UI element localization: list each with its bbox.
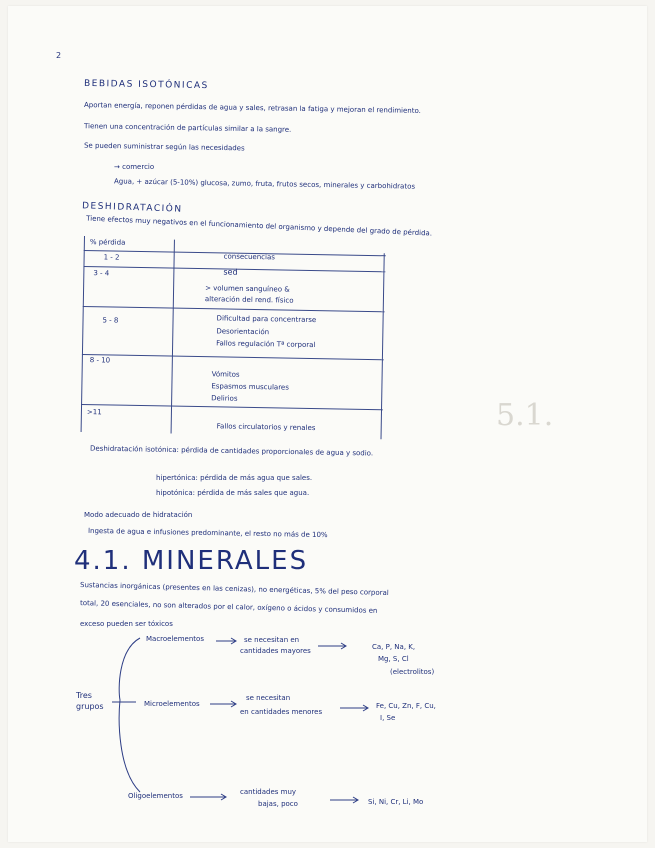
group-name: Oligoelementos	[128, 792, 183, 800]
group-desc: se necesitan en	[244, 636, 300, 644]
table-row-effect: Dificultad para concentrarse	[216, 314, 317, 325]
minerales-line-2: total, 20 esenciales, no son alterados por el calor, oxígeno o ácidos y consumidos en	[79, 599, 378, 615]
def-hipertonica: hipertónica: pérdida de más agua que sales.	[156, 474, 313, 482]
arrow-icon	[340, 705, 368, 711]
modo-title: Modo adecuado de hidratación	[84, 511, 193, 519]
bebidas-line-5: Agua, + azúcar (5-10%) glucosa, zumo, fruta, frutos secos, minerales y carbohidratos	[113, 177, 416, 191]
group-desc: en cantidades menores	[240, 708, 323, 716]
group-name: Macroelementos	[146, 635, 204, 643]
arrow-icon	[210, 701, 236, 707]
section-title-bebidas: BEBIDAS ISOTÓNICAS	[83, 78, 209, 92]
group-examples: Mg, S, Cl	[378, 655, 409, 663]
group-desc: cantidades muy	[240, 788, 297, 796]
groups-label: Tres grupos	[76, 691, 104, 711]
def-hipotonica: hipotónica: pérdida de más sales que agua.	[156, 489, 310, 497]
bebidas-line-2: Tienen una concentración de partículas similar a la sangre.	[83, 122, 292, 134]
group-examples: Ca, P, Na, K,	[372, 643, 416, 651]
minerales-line-3: exceso pueden ser tóxicos	[80, 620, 173, 628]
bebidas-line-4: → comercio	[114, 163, 155, 171]
table-row-effect: Espasmos musculares	[211, 382, 289, 392]
table-header-effects: consecuencias	[223, 252, 276, 262]
group-examples: (electrolitos)	[390, 668, 435, 676]
group-name: Microelementos	[144, 700, 200, 708]
bebidas-line-3: Se pueden suministrar según las necesidades	[83, 141, 245, 153]
group-desc: se necesitan	[246, 694, 291, 702]
table-row-effect: Fallos regulación Tª corporal	[216, 339, 316, 350]
section-title-deshidratacion: DESHIDRATACIÓN	[81, 201, 183, 215]
arrow-icon	[318, 643, 346, 649]
def-isotonica: Deshidratación isotónica: pérdida de cantidades proporcionales de agua y sodio.	[89, 444, 374, 458]
bebidas-line-1: Aportan energía, reponen pérdidas de agua y sales, retrasan la fatiga y mejoran el rendimiento.	[83, 101, 421, 115]
arrow-icon	[330, 797, 358, 803]
group-examples: I, Se	[380, 714, 396, 722]
table-row-effect: Vómitos	[211, 370, 240, 379]
minerales-line-1: Sustancias inorgánicas (presentes en las cenizas), no energéticas, 5% del peso corporal	[79, 580, 389, 598]
table-row-range: 8 - 10	[89, 356, 111, 365]
page-number: 2	[56, 51, 62, 60]
table-header-range: % pérdida	[89, 238, 126, 247]
group-examples: Fe, Cu, Zn, F, Cu,	[376, 702, 436, 710]
arrow-icon	[190, 794, 226, 800]
group-examples: Si, Ni, Cr, Li, Mo	[368, 798, 424, 806]
table-row-range: >11	[86, 408, 102, 417]
brace	[119, 638, 140, 792]
deshidratacion-intro: Tiene efectos muy negativos en el funcionamiento del organismo y depende del grado de pérdida.	[85, 214, 433, 238]
table-row-range: 3 - 4	[93, 269, 110, 278]
table-row-range: 5 - 8	[102, 316, 119, 325]
group-desc: bajas, poco	[258, 800, 298, 808]
table-row-effect: sed	[223, 267, 238, 277]
group-desc: cantidades mayores	[240, 647, 311, 655]
table-row-effect: Fallos circulatorios y renales	[216, 422, 316, 433]
modo-text: Ingesta de agua e infusiones predominante, el resto no más de 10%	[87, 526, 328, 540]
table-row-effect: Delirios	[211, 394, 238, 403]
table-row-effect: > volumen sanguíneo &	[205, 284, 290, 294]
bleed-through-mark: 5.1.	[496, 398, 554, 433]
table-row-effect: Desorientación	[216, 327, 270, 337]
table-row-range: 1 - 2	[103, 253, 120, 262]
table-row-effect: alteración del rend. físico	[204, 295, 294, 305]
section-title-minerales: 4.1. MINERALES	[74, 546, 309, 576]
arrow-icon	[216, 638, 236, 644]
